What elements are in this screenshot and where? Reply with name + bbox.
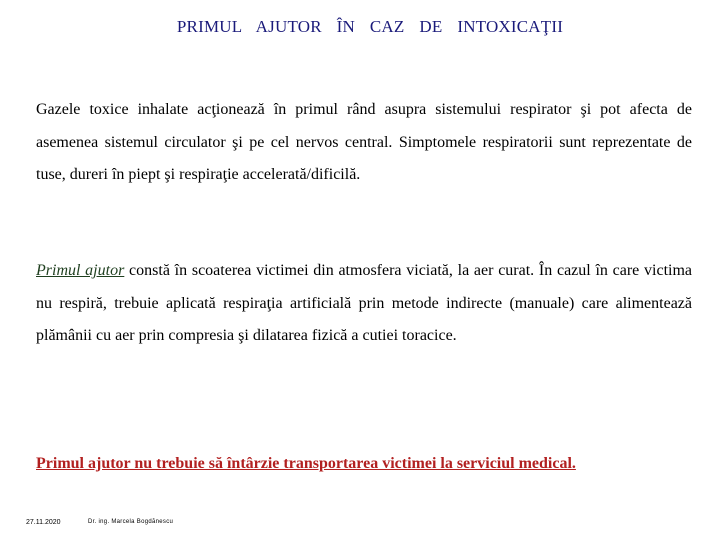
footer-author: Dr. ing. Marcela Bogdănescu — [88, 519, 174, 525]
paragraph-first-aid — [36, 255, 692, 353]
first-aid-lead: Primul ajutor — [36, 262, 125, 279]
footer-date: 27.11.2020 — [26, 519, 61, 526]
page-title: PRIMUL AJUTOR ÎN CAZ DE INTOXICAŢII — [176, 17, 564, 36]
paragraph-toxic-gases: Gazele toxice inhalate acţionează în primul rând asupra sistemului respirator şi pot afecta de asemenea sistemul circulator şi pe cel nervos central. Simptomele respiratorii sunt reprezentate de tuse, dureri în piept şi respiraţie accelerată/dificilă. — [36, 101, 692, 183]
warning-note: Primul ajutor nu trebuie să întârzie transportarea victimei la serviciul medical. — [36, 455, 576, 472]
first-aid-text: constă în scoaterea victimei din atmosfera viciată, la aer curat. În cazul în care victima nu respiră, trebuie aplicată respiraţia artificială prin metode indirecte (manuale) care alimentează plămânii cu aer prin compresia şi dilatarea fizică a cutiei toracice. — [36, 262, 693, 344]
